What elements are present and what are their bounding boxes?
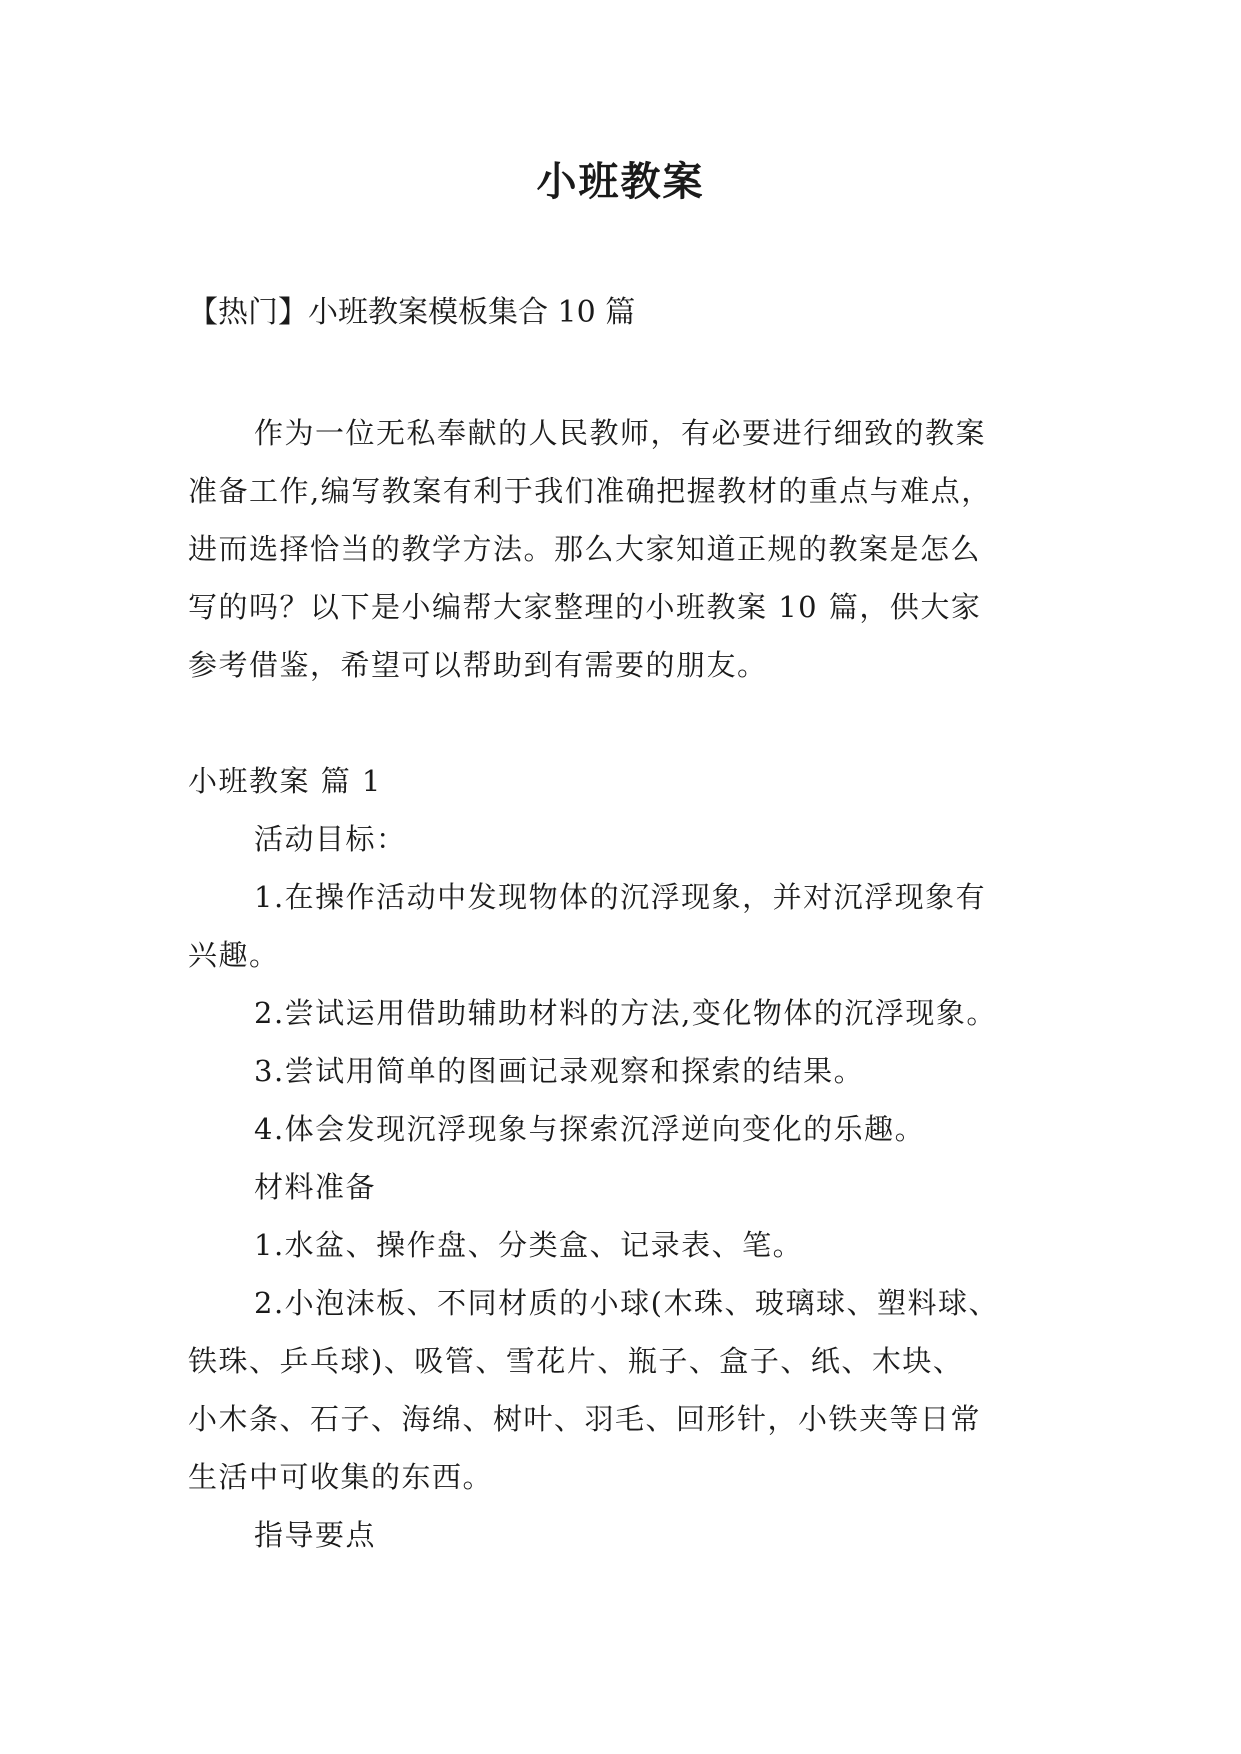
document-subtitle: 【热门】小班教案模板集合 10 篇 bbox=[188, 295, 636, 330]
body-line: 1.水盆、操作盘、分类盒、记录表、笔。 bbox=[254, 1228, 804, 1262]
body-line: 铁珠、乒乓球)、吸管、雪花片、瓶子、盒子、纸、木块、 bbox=[188, 1344, 964, 1378]
body-line: 材料准备 bbox=[254, 1170, 377, 1204]
intro-line: 作为一位无私奉献的人民教师，有必要进行细致的教案 bbox=[254, 416, 987, 450]
body-line: 活动目标： bbox=[254, 822, 407, 856]
intro-line: 参考借鉴，希望可以帮助到有需要的朋友。 bbox=[188, 648, 768, 682]
body-line: 2.小泡沫板、不同材质的小球(木珠、玻璃球、塑料球、 bbox=[254, 1286, 999, 1320]
body-line: 1.在操作活动中发现物体的沉浮现象，并对沉浮现象有 bbox=[254, 880, 987, 914]
body-line: 指导要点 bbox=[254, 1518, 377, 1552]
intro-line: 进而选择恰当的教学方法。那么大家知道正规的教案是怎么 bbox=[188, 532, 982, 566]
body-line: 4.体会发现沉浮现象与探索沉浮逆向变化的乐趣。 bbox=[254, 1112, 926, 1146]
document-title: 小班教案 bbox=[536, 158, 705, 205]
body-line: 小木条、石子、海绵、树叶、羽毛、回形针，小铁夹等日常 bbox=[188, 1402, 982, 1436]
body-line: 3.尝试用简单的图画记录观察和探索的结果。 bbox=[254, 1054, 865, 1088]
intro-line: 写的吗？以下是小编帮大家整理的小班教案 10 篇，供大家 bbox=[188, 590, 982, 624]
section-heading: 小班教案 篇 1 bbox=[188, 764, 382, 798]
body-line: 生活中可收集的东西。 bbox=[188, 1460, 494, 1494]
body-line: 2.尝试运用借助辅助材料的方法,变化物体的沉浮现象。 bbox=[254, 996, 997, 1030]
body-line: 兴趣。 bbox=[188, 938, 280, 972]
intro-line: 准备工作,编写教案有利于我们准确把握教材的重点与难点， bbox=[188, 474, 992, 508]
